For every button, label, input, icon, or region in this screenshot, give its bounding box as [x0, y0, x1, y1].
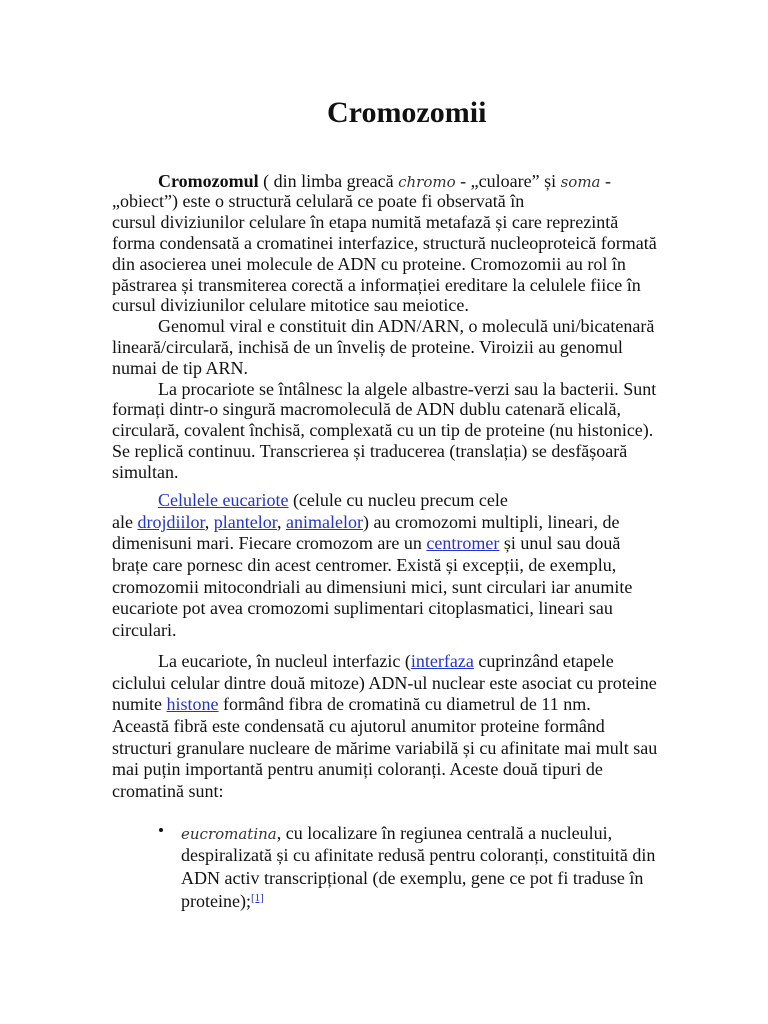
text-line: Se replică continuu. Transcrierea și traducerea (translația) se desfășoară: [112, 440, 628, 461]
link-interfaza[interactable]: interfaza: [410, 651, 474, 672]
text-line: La procariote se întâlnesc la algele albastre-verzi sau la bacterii. Sunt: [158, 378, 657, 399]
text-segment: (celule cu nucleu precum cele: [288, 490, 508, 511]
text-line: simultan.: [112, 461, 179, 482]
text-line: [181, 890, 655, 913]
link-drojdiilor[interactable]: drojdiilor: [137, 511, 205, 532]
text-line: [112, 694, 657, 716]
bullet-icon: [159, 828, 163, 832]
text-line: circulari.: [112, 619, 177, 640]
text-segment: ,: [277, 511, 287, 532]
text-segment: dimenisuni mari. Fiecare cromozom are un: [112, 533, 427, 554]
chromatin-types-list: [181, 822, 655, 913]
paragraph-prokaryotes: [112, 379, 656, 483]
text-line: [112, 171, 657, 192]
text-line: structuri granulare nucleare de mărime variabilă și cu afinitate mai mult sau: [112, 737, 658, 758]
text-segment: La eucariote, în nucleul interfazic (: [158, 651, 411, 672]
text-line: circulară, covalent închisă, complexată cu un tip de proteine (nu histonice).: [112, 420, 654, 441]
text-line: Această fibră este condensată cu ajutorul anumitor proteine formând: [112, 715, 605, 736]
paragraph-chromosome-definition: [112, 171, 657, 317]
text-line: numai de tip ARN.: [112, 357, 248, 378]
text-line: „obiect”) este o structură celulară ce poate fi observată în: [112, 191, 525, 212]
text-line: [181, 822, 655, 845]
paragraph-viral-genome: [112, 316, 654, 378]
term-cromozomul: Cromozomul: [158, 170, 259, 191]
text-segment: - „culoare” și: [455, 170, 561, 191]
text-line: [112, 533, 632, 555]
text-line: eucariote pot avea cromozomi suplimentari citoplasmatici, lineari sau: [112, 598, 613, 619]
text-line: mai puțin importantă pentru anumiți coloranți. Aceste două tipuri de: [112, 759, 603, 780]
text-segment: ) au cromozomi multipli, lineari, de: [363, 511, 620, 532]
text-line: ADN activ transcripțional (de exemplu, gene ce pot fi traduse în: [181, 867, 644, 888]
text-line: [112, 490, 632, 512]
text-line: cursul diviziunilor celulare mitotice sau meiotice.: [112, 295, 469, 316]
term-eucromatina: eucromatina: [181, 824, 277, 843]
link-animalelor[interactable]: animalelor: [286, 511, 363, 532]
text-segment: , cu localizare în regiunea centrală a nucleului,: [276, 822, 613, 843]
text-line: păstrarea și transmiterea corectă a informației ereditare la celulele fiice în: [112, 274, 641, 295]
etymology-word-soma: soma: [560, 172, 601, 191]
text-line: [112, 512, 632, 534]
text-line: lineară/circulară, inchisă de un înveliș de proteine. Viroizii au genomul: [112, 336, 623, 357]
text-segment: ( din limba greacă: [258, 170, 399, 191]
paragraph-eukaryotes: [112, 490, 632, 641]
text-line: formați dintr-o singură macromoleculă de ADN dublu catenară elicală,: [112, 399, 621, 420]
text-segment: și unul sau două: [499, 533, 621, 554]
link-plantelor[interactable]: plantelor: [213, 511, 278, 532]
text-line: cromatină sunt:: [112, 780, 224, 801]
page-title: Cromozomii: [327, 96, 487, 129]
paragraph-interphase-nucleus: [112, 651, 657, 802]
text-segment: cuprinzând etapele: [473, 651, 614, 672]
text-segment: proteine);: [181, 890, 251, 911]
text-segment: numite: [112, 694, 167, 715]
text-line: cromozomii mitocondriali au dimensiuni mici, sunt circulari iar anumite: [112, 576, 633, 597]
link-histone[interactable]: histone: [166, 694, 219, 715]
reference-link-1[interactable]: [1]: [250, 891, 264, 904]
text-line: brațe care pornesc din acest centromer. Există și excepții, de exemplu,: [112, 554, 617, 575]
link-centromer[interactable]: centromer: [426, 533, 500, 554]
text-segment: ale: [112, 511, 138, 532]
text-segment: ,: [204, 511, 214, 532]
text-line: [112, 651, 657, 673]
text-segment: formând fibra de cromatină cu diametrul de 11 nm.: [218, 694, 591, 715]
etymology-word-chromo: chromo: [398, 172, 456, 191]
text-line: Genomul viral e constituit din ADN/ARN, o moleculă uni/bicatenară: [158, 316, 655, 337]
list-item-eucromatina: [181, 822, 655, 913]
text-line: din asocierea unei molecule de ADN cu proteine. Cromozomii au rol în: [112, 253, 626, 274]
text-line: ciclului celular dintre două mitoze) ADN-ul nuclear este asociat cu proteine: [112, 672, 657, 693]
text-line: despiralizată și cu afinitate redusă pentru coloranți, constituită din: [181, 845, 656, 866]
text-line: cursul diviziunilor celulare în etapa numită metafază și care reprezintă: [112, 212, 619, 233]
text-segment: -: [600, 170, 611, 191]
text-line: forma condensată a cromatinei interfazice, structură nucleoproteică formată: [112, 232, 657, 253]
link-celulele-eucariote[interactable]: Celulele eucariote: [158, 490, 289, 511]
